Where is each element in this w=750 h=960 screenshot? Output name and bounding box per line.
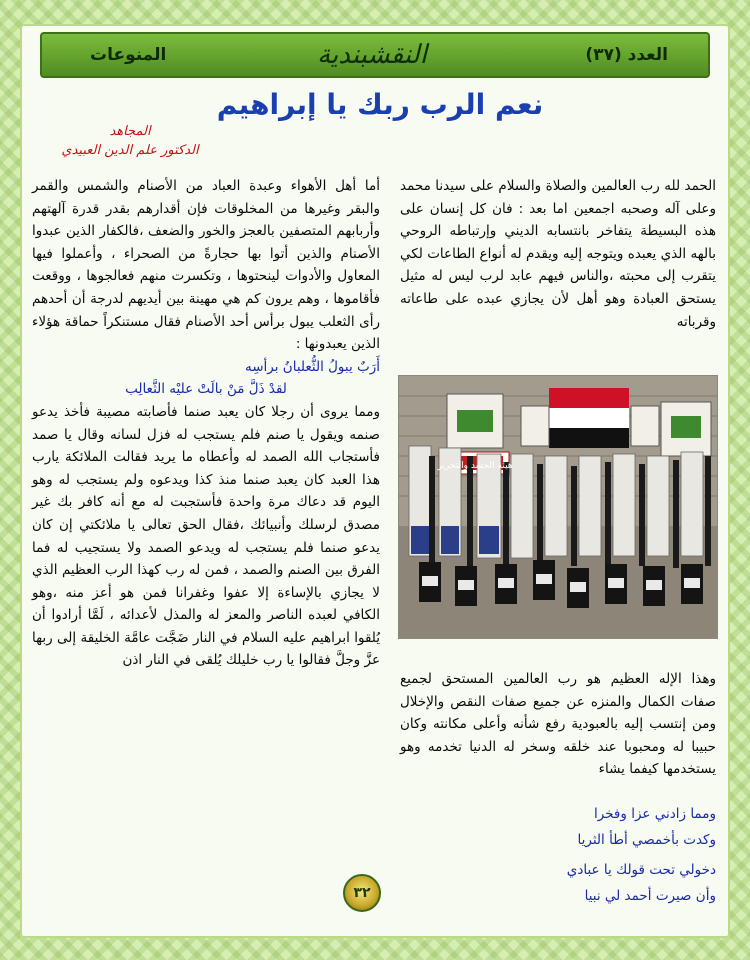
right-column-continued: وهذا الإله العظيم هو رب العالمين المستحق لجميع صفات الكمال والمنزه عن جميع صفات النقص والإخلال ومن إنتسب إليه بالعبودية رفع شأنه وأعلى مكانته وكان حبيبا له ومحبوبا عند خلقه وسخر له الدنيا تخدمه وهو يستخدمها كيفما يشاء — [400, 671, 716, 778]
page-number: ٣٢ — [343, 874, 381, 912]
article-photo — [398, 375, 718, 639]
header-bar — [40, 32, 710, 78]
poem-line-3: دخولي تحت قولك يا عبادي — [566, 862, 716, 878]
magazine-logo: النقشبندية — [317, 40, 427, 70]
author-name: الدكتور علم الدين العبيدي — [61, 143, 199, 158]
issue-number: العدد (٣٧) — [585, 45, 668, 65]
left-para-2: ومما يروى أن رجلا كان يعبد صنما فأصابته مصيبة فأخذ يدعو صنمه ويقول يا صنم فلم يستجب له فزل لسانه وقال يا صمد فأستجاب الله الصمد له وأعطاه ما يريد فقالت الملائكة يارب هذا العبد كان يعبد صنما منذ كذا ويدعوه ولم يستجب له وهو اليوم قد دعاك مرة واحدة فأستجبت له مع أنه كافر بك غير مصدق لرسلك وأنبيائك ،فقال الحق تعالى يا ملائكتي إن كان يدعو صنما فلم يستجب له ويدعو الصمد ولا يستجيب له فما الفرق بين الصنم والصمد ، فمن له رب كهذا الرب العظيم الذي لا يجازي بالإساءة إلا عفوا وغفرانا فمن هو أعز منه ،وهو الكافي لعبده الناصر والمعز له والمذل لأعدائه ، لَمَّا أرادوا أن يُلقوا ابراهيم عليه السلام في النار ضَجَّت عامَّة الخليقة إلى ربها عزَّ وجلَّ فقالوا يا رب خليلك يُلقى في النار اذن — [32, 403, 380, 669]
article-title: نعم الرب ربك يا إبراهيم — [216, 88, 544, 121]
verse-line-2: لقدْ ذَلَّ مَنْ بالَتْ عليْه الثَّعالِب — [125, 381, 287, 398]
photo-illustration — [399, 376, 717, 638]
poem-line-4: وأن صيرت أحمد لي نبيا — [584, 888, 716, 904]
right-column-intro: الحمد لله رب العالمين والصلاة والسلام على سيدنا محمد وعلى آله وصحبه اجمعين اما بعد : فان كل إنسان على هذه البسيطة يتفاخر بانتسابه الديني وإرتباطه الروحي بالهه الذي يعبده ويتوجه إليه ويقدم له أنواع الطاعات لكي يتقرب إلى محبته ،والناس فيهم عابد لرب ليس له مثيل يستحق العبادة وهو أهل لأن يجازي عبده على طاعاته وقرباته — [400, 178, 716, 330]
poem-line-1: ومما زادني عزا وفخرا — [594, 806, 716, 822]
author-block — [40, 122, 220, 166]
author-title: المجاهد — [109, 124, 151, 139]
verse-line-1: أَرَبٌ يبولُ الثُّعلبانُ برأسِه — [245, 358, 380, 375]
photo-banner-text: هيئة الحشد والتحرير — [437, 461, 513, 471]
left-para-1: أما أهل الأهواء وعبدة العباد من الأصنام والشمس والقمر والبقر وغيرها من المخلوقات فإن أقدارهم بقدر قدرة آلهتهم وأربابهم المتصفين بالعجز والخور والضعف ،فالكفار الذين عبدوا الأصنام والذين أتوا بها حجارةً من الصحراء ، وأعملوا فيها المعاول والأدوات لينحتوها ، وتكسرت منهم فعالجوها ، ووقعت فأقاموها ، وهم يرون كم هي مهينة بين أيديهم لدرجة أن أحدهم رأى الثعلب يبول برأس أحد الأصنام فقال مستنكراً حماقة هؤلاء الذين يعبدونها : — [32, 178, 380, 353]
left-column — [32, 175, 380, 672]
section-label: المنوعات — [90, 45, 167, 65]
poem-line-2: وكدت بأخمصي أطأ الثريا — [577, 832, 716, 848]
